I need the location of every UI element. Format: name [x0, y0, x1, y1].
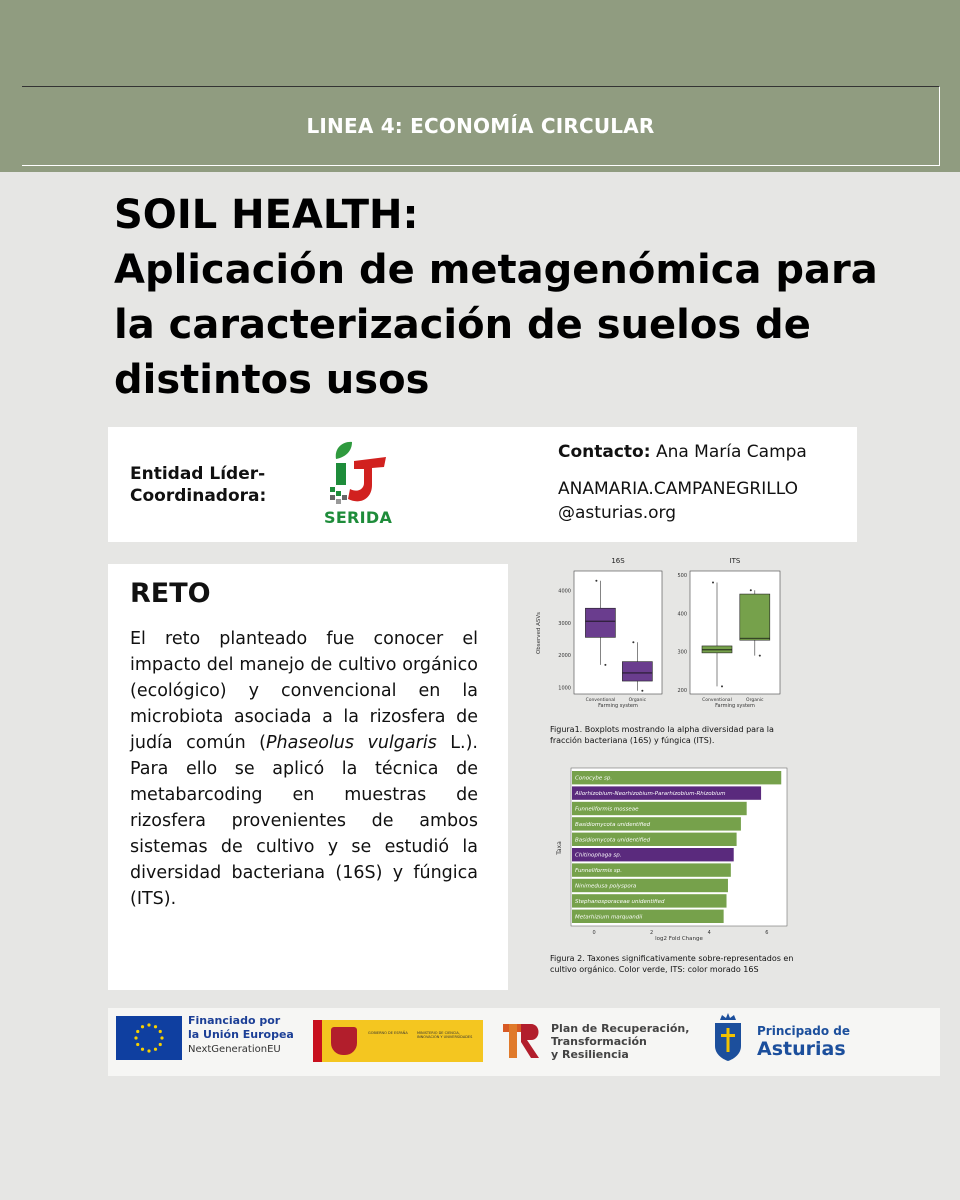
box	[585, 608, 615, 637]
email-line2: @asturias.org	[558, 503, 676, 523]
prtr-line2: Transformación	[551, 1035, 647, 1048]
asturias-crest-icon	[712, 1012, 744, 1062]
eu-line1: Financiado por	[188, 1014, 281, 1027]
prtr-line3: y Resiliencia	[551, 1048, 629, 1061]
eu-star-icon	[134, 1036, 137, 1039]
gob-text: GOBIERNO DE ESPAÑA	[368, 1031, 408, 1035]
category-label: Organic	[628, 698, 647, 703]
tick-label: 6	[765, 930, 769, 936]
tick-label: 500	[677, 572, 687, 579]
bar-label: Basidiomycota unidentified	[575, 821, 651, 828]
ministerio-text: MINISTERIO DE CIENCIA, INNOVACIÓN Y UNIVERSIDADES	[417, 1031, 473, 1039]
reto-title: RETO	[130, 578, 211, 609]
figure2-caption: Figura 2. Taxones significativamente sobre-representados en cultivo orgánico. Color verde, ITS: color morado 16S	[550, 954, 794, 974]
entity-label	[130, 463, 310, 507]
reto-box	[108, 564, 508, 990]
data-point	[641, 690, 643, 692]
tick-label: 4	[707, 930, 711, 936]
eu-funding-text	[188, 1014, 328, 1057]
asturias-text	[757, 1022, 877, 1060]
funding-logos	[108, 1008, 940, 1076]
bar-label: Chitinophaga sp.	[575, 852, 622, 859]
data-point	[632, 641, 634, 643]
barchart-figure	[545, 760, 800, 950]
x-axis-label: Farming system	[598, 703, 638, 709]
tick-label: 1000	[558, 685, 571, 692]
data-point	[750, 589, 752, 591]
eu-star-icon	[136, 1043, 139, 1046]
eu-line3: NextGenerationEU	[188, 1044, 281, 1055]
reto-text-part: L.). Para ello se aplicó la técnica de metabarcoding en muestras de rizosfera provenientes de ambos sistemas de cultivo y se estudió la diversidad bacteriana (16S) y fúngica (ITS).	[130, 733, 478, 909]
eu-star-icon	[160, 1036, 163, 1039]
asturias-line2: Asturias	[757, 1038, 846, 1060]
panel-title: ITS	[729, 557, 741, 565]
eu-flag-icon	[116, 1016, 182, 1060]
bar-label: Funneliformis sp.	[575, 868, 623, 875]
data-point	[759, 655, 761, 657]
eu-star-icon	[141, 1048, 144, 1051]
bar-label: Funneliformis mosseae	[575, 806, 639, 813]
spain-shield-icon	[331, 1027, 357, 1055]
entity-label-line2: Coordinadora:	[130, 486, 267, 506]
eu-star-icon	[136, 1030, 139, 1033]
data-point	[712, 582, 714, 584]
prtr-text	[551, 1022, 701, 1061]
title-line: distintos usos	[114, 357, 430, 403]
bar-label: Stephanosporaceae unidentified	[575, 898, 665, 905]
reto-text-part: El reto planteado fue conocer el impacto del manejo de cultivo orgánico (ecológico) y convencional en la microbiota asociada a la rizosfera de judía común (	[130, 629, 478, 753]
x-axis-label: Farming system	[715, 703, 755, 709]
eu-star-icon	[154, 1048, 157, 1051]
data-point	[595, 580, 597, 582]
eu-star-icon	[159, 1043, 162, 1046]
box	[622, 662, 652, 681]
page-title	[114, 188, 914, 408]
bar-label: Basidiomycota unidentified	[575, 837, 651, 844]
reto-text-species: Phaseolus vulgaris	[265, 733, 437, 753]
email-line1: ANAMARIA.CAMPANEGRILLO	[558, 479, 798, 499]
eu-star-icon	[141, 1025, 144, 1028]
serida-logo-text: SERIDA	[324, 508, 393, 527]
panel-title: 16S	[611, 557, 625, 565]
line-label: LINEA 4: ECONOMÍA CIRCULAR	[22, 86, 940, 166]
eu-star-icon	[147, 1023, 150, 1026]
tick-label: 2000	[558, 653, 571, 660]
tick-label: 0	[592, 930, 596, 936]
tick-label: 300	[677, 649, 687, 656]
eu-line2: la Unión Europea	[188, 1028, 294, 1041]
category-label: Conventional	[585, 698, 616, 703]
gobierno-espana-logo	[313, 1020, 483, 1062]
tick-label: 200	[677, 688, 687, 695]
title-line: Aplicación de metagenómica para	[114, 247, 878, 293]
bar-label: Ninimedusa polyspora	[575, 883, 637, 890]
bar-label: Allorhizobium-Neorhizobium-Pararhizobium-Rhizobium	[575, 791, 726, 798]
prtr-line1: Plan de Recuperación,	[551, 1022, 690, 1035]
x-axis-label: log2 Fold Change	[655, 936, 703, 942]
contact-name: Ana María Campa	[655, 442, 807, 462]
y-axis-label: Observed ASVs	[536, 611, 542, 655]
entity-label-line1: Entidad Líder-	[130, 464, 266, 484]
contact-block	[558, 440, 853, 525]
title-line: la caracterización de suelos de	[114, 302, 811, 348]
tick-label: 4000	[558, 588, 571, 595]
prtr-logo-icon	[501, 1018, 543, 1064]
contact-email	[558, 477, 853, 525]
contact-label: Contacto:	[558, 442, 651, 462]
y-axis-label: Taxa	[556, 841, 563, 855]
bar-label: Metarhizium marquandii	[575, 914, 643, 921]
box	[740, 594, 770, 640]
tick-label: 2	[650, 930, 654, 936]
asturias-line1: Principado de	[757, 1024, 851, 1038]
header-band	[0, 0, 960, 172]
reto-text	[130, 626, 478, 912]
eu-star-icon	[147, 1049, 150, 1052]
gob-red-stripe	[313, 1020, 322, 1062]
category-label: Conventional	[702, 698, 732, 703]
tick-label: 400	[677, 611, 687, 618]
data-point	[721, 685, 723, 687]
tick-label: 3000	[558, 620, 571, 627]
title-line: SOIL HEALTH:	[114, 192, 419, 238]
eu-star-icon	[159, 1030, 162, 1033]
boxplot-figure	[530, 549, 800, 719]
info-box	[108, 427, 857, 542]
bar-label: Conocybe sp.	[575, 775, 613, 782]
data-point	[604, 664, 606, 666]
category-label: Organic	[746, 698, 764, 703]
figure1-caption: Figura1. Boxplots mostrando la alpha diversidad para la fracción bacteriana (16S) y fúngica (ITS).	[550, 725, 774, 745]
eu-star-icon	[154, 1025, 157, 1028]
